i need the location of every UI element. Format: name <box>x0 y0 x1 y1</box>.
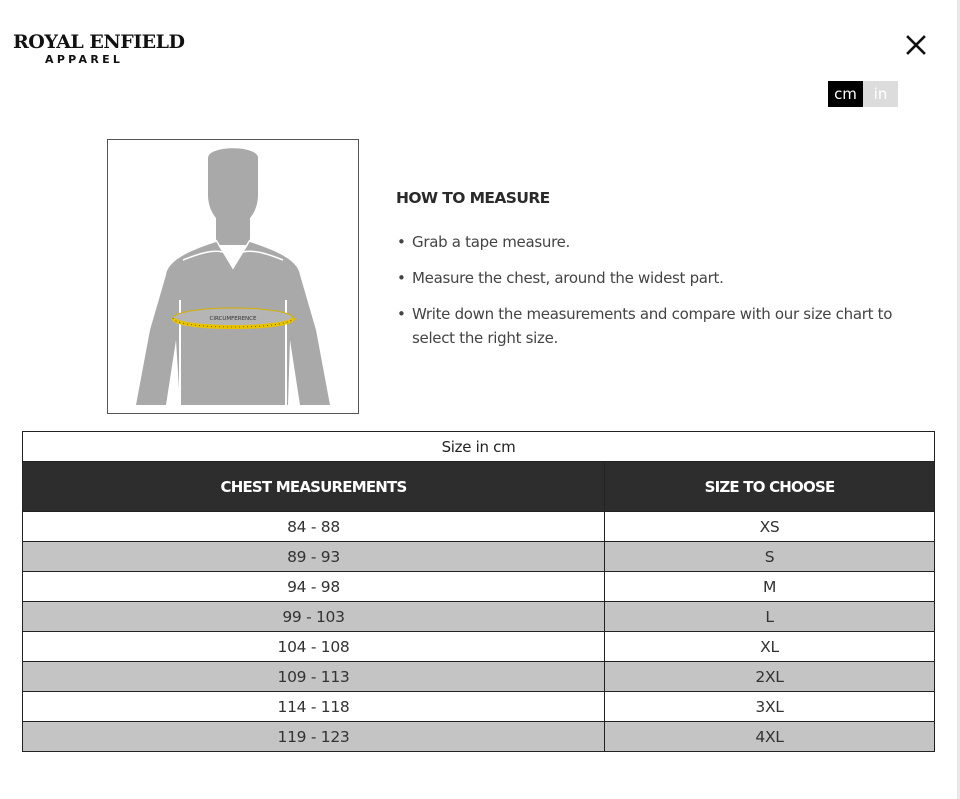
size-cell: 4XL <box>605 722 935 752</box>
how-to-measure-steps <box>396 230 926 350</box>
size-chart-table <box>22 431 935 752</box>
how-to-measure-section <box>396 189 926 362</box>
table-row <box>23 632 935 662</box>
size-cell: S <box>605 542 935 572</box>
size-cell: 3XL <box>605 692 935 722</box>
step-item: • Write down the measurements and compare with our size chart to select the right size. <box>396 302 926 350</box>
column-header-chest: CHEST MEASUREMENTS <box>23 462 605 512</box>
logo-wordmark: ROYAL ENFIELD <box>13 31 185 53</box>
close-button[interactable] <box>902 31 930 59</box>
table-row <box>23 512 935 542</box>
size-cell: 2XL <box>605 662 935 692</box>
column-header-size: SIZE TO CHOOSE <box>605 462 935 512</box>
size-cell: XS <box>605 512 935 542</box>
table-row <box>23 722 935 752</box>
chest-range-cell: 84 - 88 <box>23 512 605 542</box>
unit-in-button[interactable]: in <box>863 81 898 107</box>
table-row <box>23 692 935 722</box>
unit-cm-button[interactable]: cm <box>828 81 863 107</box>
size-cell: L <box>605 602 935 632</box>
table-row <box>23 602 935 632</box>
unit-toggle <box>828 81 898 107</box>
table-row <box>23 572 935 602</box>
close-icon <box>902 31 930 59</box>
logo-subtitle: APPAREL <box>45 53 124 66</box>
circumference-label: CIRCUMFERENCE <box>209 316 257 322</box>
measurement-illustration <box>107 139 359 414</box>
step-item: • Measure the chest, around the widest part. <box>396 266 926 290</box>
how-to-measure-title: HOW TO MEASURE <box>396 189 550 207</box>
table-row <box>23 662 935 692</box>
brand-logo <box>13 31 185 71</box>
chest-range-cell: 94 - 98 <box>23 572 605 602</box>
chest-range-cell: 89 - 93 <box>23 542 605 572</box>
chest-range-cell: 109 - 113 <box>23 662 605 692</box>
size-cell: M <box>605 572 935 602</box>
chest-range-cell: 99 - 103 <box>23 602 605 632</box>
chest-range-cell: 104 - 108 <box>23 632 605 662</box>
table-row <box>23 542 935 572</box>
chest-range-cell: 119 - 123 <box>23 722 605 752</box>
torso-figure <box>108 140 357 412</box>
table-caption: Size in cm <box>23 432 935 462</box>
step-item: • Grab a tape measure. <box>396 230 926 254</box>
size-cell: XL <box>605 632 935 662</box>
chest-range-cell: 114 - 118 <box>23 692 605 722</box>
